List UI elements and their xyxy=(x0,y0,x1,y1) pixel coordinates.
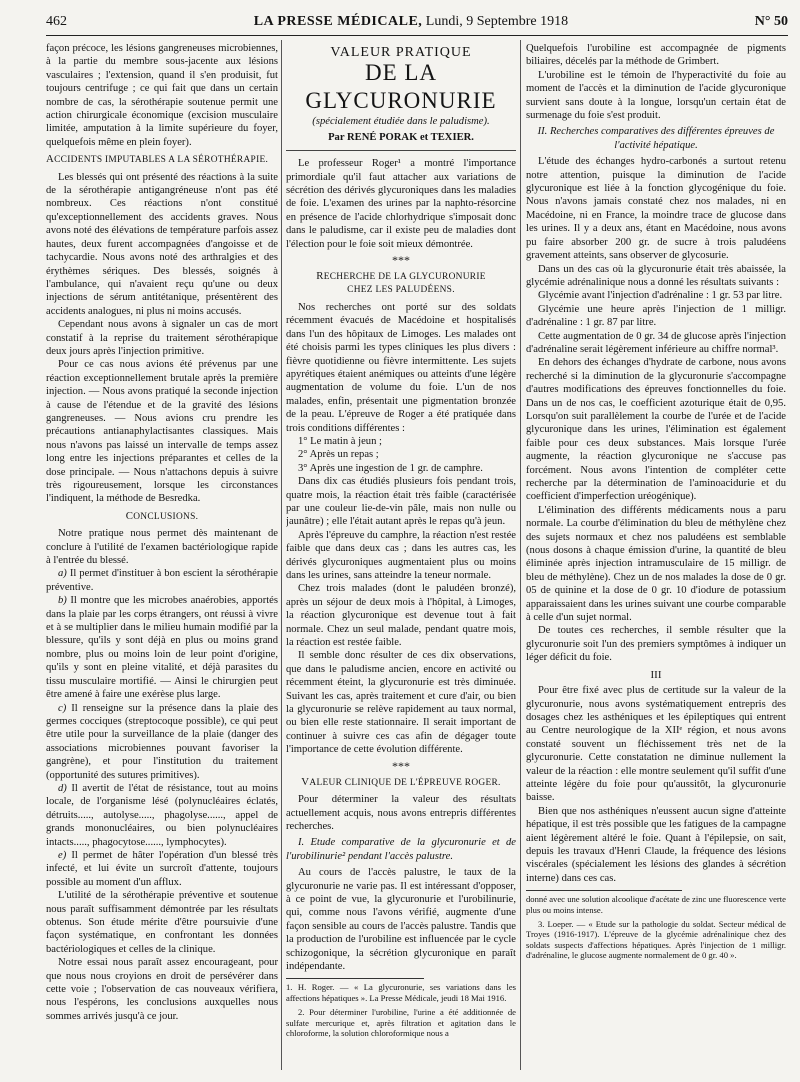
article-subtitle: (spécialement étudiée dans le paludisme). xyxy=(312,116,490,128)
footnote: 1. H. Roger. — « La glycuronurie, ses variations dans les affections hépatiques ». La Presse Médicale, jeudi 18 Mai 1916. xyxy=(286,982,516,1003)
footnote: 2. Pour déterminer l'urobiline, l'urine a été additionnée de sulfate mercurique et, après filtration et agitation dans le chloroforme, la solution chloroformique nous a xyxy=(286,1007,516,1038)
page-header xyxy=(46,14,788,36)
paragraph: L'urobiline est le témoin de l'hyperactivité du foie au moment de l'accès et la diminution de l'acide glycuronique survient sans doute à la longue, lorsqu'un certain état de surmenage du foie s'est produit. xyxy=(526,69,786,122)
section-separator: *** xyxy=(392,253,410,268)
journal-name: LA PRESSE MÉDICALE, xyxy=(253,14,423,29)
column-rule xyxy=(520,40,521,1070)
paragraph: En dehors des échanges d'hydrate de carbone, nous avons recherché si la diminution de la glycuronurie s'accompagne d'autres modifications des épreuves fonctionnelles du foie. Dans un de nos cas, le coefficient azoturique était de 0,95. Lorsqu'on suit parallèlement la courbe de l'urée et de l'acide glycuronique dans les urines, l'élimination est également faible pour ces deux substances. Mais lorsque l'urée augmente, la réaction glycuronique ne s'accuse pas forcément. Nous avons l'intention de compléter cette recherche par la détermination de l'aminoacidurie et du coefficient d'imperfection uréogénique). xyxy=(526,357,786,503)
list-item: 1° Le matin à jeun ; xyxy=(298,435,382,447)
subsection-heading: I. Etude comparative de la glycuronurie et de l'urobilinurie² pendant l'accès palustre. xyxy=(286,837,516,862)
paragraph: Au cours de l'accès palustre, le taux de la glycuronurie ne varie pas. Il est intéressant d'opposer, à ce point de vue, la glycuronurie et l'urobilinurie, qui, comme nous l'avons vérifié, augmente d'une façon sensible au cours de l'accès palustre. Tandis que la production de l'urobiline est influencée par le cycle schizogonique, la sécrétion glycuronique en paraît indépendante. xyxy=(286,867,516,972)
conclusion-item: d) Il avertit de l'état de résistance, tout au moins locale, de l'organisme lésé (polynucléaires éclatés, détruits....., autolyse....., phagolyse......, appel de grands mononucléaires, ou bien polynucléaires intacts....., phagocytose......, lymphocytes). xyxy=(46,782,278,848)
paragraph: Quelquefois l'urobiline est accompagnée de pigments biliaires, décelés par la méthode de Grimbert. xyxy=(526,43,786,68)
footnote-rule xyxy=(526,890,682,891)
issue-date: Lundi, 9 Septembre 1918 xyxy=(425,14,569,29)
paragraph: Pour déterminer la valeur des résultats actuellement acquis, nous avons entrepris différentes recherches. xyxy=(286,794,516,832)
article-authors: Par RENÉ PORAK et TEXIER. xyxy=(328,131,474,143)
paragraph: De toutes ces recherches, il semble résulter que la glycuronurie soit l'un des premiers symptômes à indiquer un léger déficit du foie. xyxy=(526,625,786,664)
paragraph: Glycémie avant l'injection d'adrénaline : 1 gr. 53 par litre. xyxy=(538,290,783,302)
paragraph: Pour ce cas nous avions été prévenus par une réaction exceptionnellement brutale après la première injection. — Nous avons pratiqué la seconde injection à cause de l'étendue et de la gravité des lésions gangreneuses. — Nous avions cru prendre les précautions antianaphylactisantes classiques. Mais nous n'avons pas laissé un intervalle de temps assez long entre les injections préparantes et celles de la dose principale. — Nous n'attachons depuis à suivre très rigoureusement, lorsque les circonstances l'indiquent, la méthode de Besredka. xyxy=(46,359,278,505)
paragraph: L'élimination des différents médicaments nous a paru normale. La courbe d'élimination du bleu de méthylène chez des sujets normaux et chez nos paludéens est semblable (nous dosons à chaque émission d'urine, la quantité de bleu éliminée après injection intramusculaire de 15 milligr. de bleu de méthylène). Chez un de nos malades la dose de 0 gr. 05 de quinine et la dose de 0 gr. 10 d'iodure de potassium apparaissaient dans les urines suivant une courbe comparable à celle d'un sujet normal. xyxy=(526,504,786,624)
article-title-block xyxy=(286,46,516,151)
paragraph: Bien que nos asthéniques n'eussent aucun signe d'atteinte hépatique, il est très possible que les fatigues de la campagne aient légèrement altéré le foie. Quant à l'épilepsie, on sait, depuis les travaux d'Henri Claude, la fréquence des lésions viscérales (spécialement les lésions des glandes à sécrétion interne) dans ces cas. xyxy=(526,805,786,884)
list-item: 2° Après un repas ; xyxy=(298,449,379,461)
section-heading-recherche: RECHERCHE DE LA GLYCURONURIE CHEZ LES PALUDÉENS. xyxy=(316,270,486,296)
paragraph: L'utilité de la sérothérapie préventive et soutenue nous paraît suffisamment démontrée par les résultats obtenus. Son étude mérite d'être poursuivie d'une façon systématique, en confrontant les données bactériologiques et celles de la clinique. xyxy=(46,890,278,955)
paragraph: Cette augmentation de 0 gr. 34 de glucose après l'injection d'adrénaline serait légèrement inférieure au chiffre normal³. xyxy=(526,330,786,355)
subsection-heading: II. Recherches comparatives des différentes épreuves de l'activité hépatique. xyxy=(537,126,775,151)
issue-number: N° 50 xyxy=(754,14,788,29)
paragraph: Les blessés qui ont présenté des réactions à la suite de la sérothérapie antigangréneuse n'ont pas été nombreux. Ces réactions n'ont constitué qu'exceptionnellement des accidents graves. Nous avons noté des élévations de température parfois assez hautes, deux furent accompagnées d'angoisse et de tachycardie. Nous avons noté des arthralgies et des érythèmes sériques. Des blessés, soignés à l'ambulance, qui n'avaient reçu qu'une ou deux injections de sérum antitétanique, présentèrent des accidents analogues, ni plus ni moins accusés. xyxy=(46,171,278,317)
paragraph: Il semble donc résulter de ces dix observations, que dans le paludisme ancien, encore en activité ou récemment éteint, la glycuronurie est très diminuée. Suivant les cas, après traitement et cure d'air, ou bien la glycuronurie se relève rapidement au taux normal, ou bien elle reste stationnaire. Il serait important de continuer à suivre ces cas afin de dégager toute l'importance de cette évolution différente. xyxy=(286,650,516,756)
footnote: donné avec une solution alcoolique d'acétate de zinc une fluorescence verte plus ou moins intense. xyxy=(526,894,786,915)
running-title xyxy=(254,14,568,30)
column-left xyxy=(46,42,278,1072)
footnote: 3. Loeper. — « Etude sur la pathologie du soldat. Secteur médical de Troyes (1916-1917). L'épreuve de la glycémie adrénalinique chez des soldats suspects d'affections hépatiques. Après l'injection de 1 milligr. d'adrénaline, le glucose augmente normalement de 0 gr. 40 ». xyxy=(526,919,786,961)
article-title-line2: DE LA GLYCURONURIE xyxy=(305,60,497,114)
paragraph: L'étude des échanges hydro-carbonés a surtout retenu notre attention, puisque la diminution de l'acide glycuronique est liée à la fonction glycogénique du foie. Nous n'avons jamais constaté chez nos malades, ni en Macédoine, ni en France, la moindre trace de glucose dans les urines. Il y a deux ans, étant en Macédoine, nous avons pu faire absorber 200 gr. de sucre à trois paludéens gravement atteints, sans observer de glycosurie. xyxy=(526,156,786,262)
paragraph: Dans dix cas étudiés plusieurs fois pendant trois, quatre mois, la réaction était très faible (caractérisée par une couleur lie-de-vin pâle, mais non nulle ou jaunâtre) ; elle l'était autant après le repas qu'à jeun. xyxy=(286,476,516,528)
section-number: III xyxy=(650,668,662,681)
section-heading-valeur: VALEUR CLINIQUE DE L'ÉPREUVE ROGER. xyxy=(301,775,501,788)
paragraph: Glycémie une heure après l'injection de 1 milligr. d'adrénaline : 1 gr. 87 par litre. xyxy=(526,303,786,329)
paragraph: Pour être fixé avec plus de certitude sur la valeur de la glycuronurie, nous avons systématiquement entrepris des dosages chez les asthéniques et les épileptiques qui entrent au Centre neurologique de la XIIᵉ région, et nous avons constaté souvent un fléchissement très net de la glycuronurie. Cette constatation ne diminue nullement la valeur de la réaction : elle montre seulement qu'il suffit d'une atteinte légère du foie pour qu'aussitôt, la glycuronurie baisse. xyxy=(526,685,786,804)
section-separator: *** xyxy=(392,758,410,773)
column-rule xyxy=(281,40,282,1070)
conclusion-item: b) Il montre que les microbes anaérobies, apportés dans la plaie par les corps étrangers, ont réussi à vivre et à se multiplier dans le milieu humain modifié par la blessure, qu'ils y sont déjà en plus ou moins grand nombre, plus ou moins loin de leur point d'origine, qu'ils y sont en pleine vitalité, et déjà parasites du tissu musculaire mortifié. — Ainsi le chirurgien peut être amené à faire une exérèse plus large. xyxy=(46,595,278,701)
page-number: 462 xyxy=(46,14,67,29)
paragraph: Le professeur Roger¹ a montré l'importance primordiale qu'il faut attacher aux variations de sécrétion des dérivés glycuroniques dans les maladies de foie. L'examen des urines par la naphto-résorcine en présence de l'acide chlorhydrique s'imposait donc dans le paludisme, car il existe peu de maladies dont l'élection pour le foie soit mieux démontrée. xyxy=(286,158,516,250)
footnotes xyxy=(526,894,786,960)
article-title-line1: VALEUR PRATIQUE xyxy=(330,45,472,60)
paragraph: Dans un des cas où la glycuronurie était très abaissée, la glycémie adrénalinique nous a donné les résultats suivants : xyxy=(526,263,786,288)
paragraph: Nos recherches ont porté sur des soldats récemment évacués de Macédoine et hospitalisés dans l'un des hôpitaux de Limoges. Les malades ont été choisis parmi les types cliniques les plus divers : fièvre quotidienne ou fièvre intermittente. Les sujets apyrétiques étaient anémiques ou atteints d'une légère augmentation de volume du foie. L'un de nos malades, enfin, présentait une pigmentation bronzée de la peau. L'épreuve de Roger a été pratiquée dans trois conditions différentes : xyxy=(286,301,516,434)
paragraph: Après l'épreuve du camphre, la réaction n'est restée faible que dans deux cas ; dans les autres cas, les dérivés glycuroniques augmentaient plus ou moins dans les urines, sans atteindre la teneur normale. xyxy=(286,529,516,581)
conclusion-item: a) Il permet d'instituer à bon escient la sérothérapie préventive. xyxy=(46,568,278,593)
section-heading-conclusions: CONCLUSIONS. xyxy=(125,509,199,522)
paragraph: Notre pratique nous permet dès maintenant de conclure à l'utilité de l'examen bactériologique rapide à l'entrée du blessé. xyxy=(46,528,278,567)
paragraph: Chez trois malades (dont le paludéen bronzé), après un séjour de deux mois à l'hôpital, à Limoges, la réaction glycuronique est devenue tout à fait normale. Chez un seul malade, pendant quatre mois, la réaction est restée faible. xyxy=(286,583,516,649)
conclusion-item: c) Il renseigne sur la présence dans la plaie des germes cocciques (streptocoque possible), ce qui peut être utile pour la surveillance de la plaie (danger des associations microbiennes pouvant favoriser la gangrène), et pour l'institution du traitement (opportunité des sutures primitives). xyxy=(46,702,278,781)
section-heading-accidents: ACCIDENTS IMPUTABLES A LA SÉROTHÉRAPIE. xyxy=(46,153,269,166)
column-right xyxy=(526,42,786,1072)
conclusion-item: e) Il permet de hâter l'opération d'un blessé très infecté, et lui évite un surcroît d'attente, toujours possible au moment d'un afflux. xyxy=(46,849,278,888)
list-item: 3° Après une ingestion de 1 gr. de camphre. xyxy=(298,462,483,474)
footnote-rule xyxy=(286,978,424,979)
paragraph: Notre essai nous paraît assez encourageant, pour que nous nous croyions en droit de persévérer dans cette voie ; l'observation de cas nouveaux vérifiera, nous l'espérons, les conclusions auxquelles nous sommes arrivés jusqu'à ce jour. xyxy=(46,957,278,1022)
column-middle xyxy=(286,42,516,1072)
paragraph: façon précoce, les lésions gangreneuses microbiennes, à la partie du membre sous-jacente aux lésions vasculaires ; l'extension, quand il s'en produisit, fut toujours centrifuge ; ce qui fait que dans un certain nombre de cas, la sérothérapie soutenue permit une action chirurgicale économique (excision musculaire limitée, amputation à la limite supérieure du foyer, quelquefois même en plein foyer). xyxy=(46,43,278,148)
paragraph: Cependant nous avons à signaler un cas de mort constatif à la reprise du traitement sérothérapique deux jours après l'injection primitive. xyxy=(46,319,278,357)
footnotes xyxy=(286,982,516,1038)
